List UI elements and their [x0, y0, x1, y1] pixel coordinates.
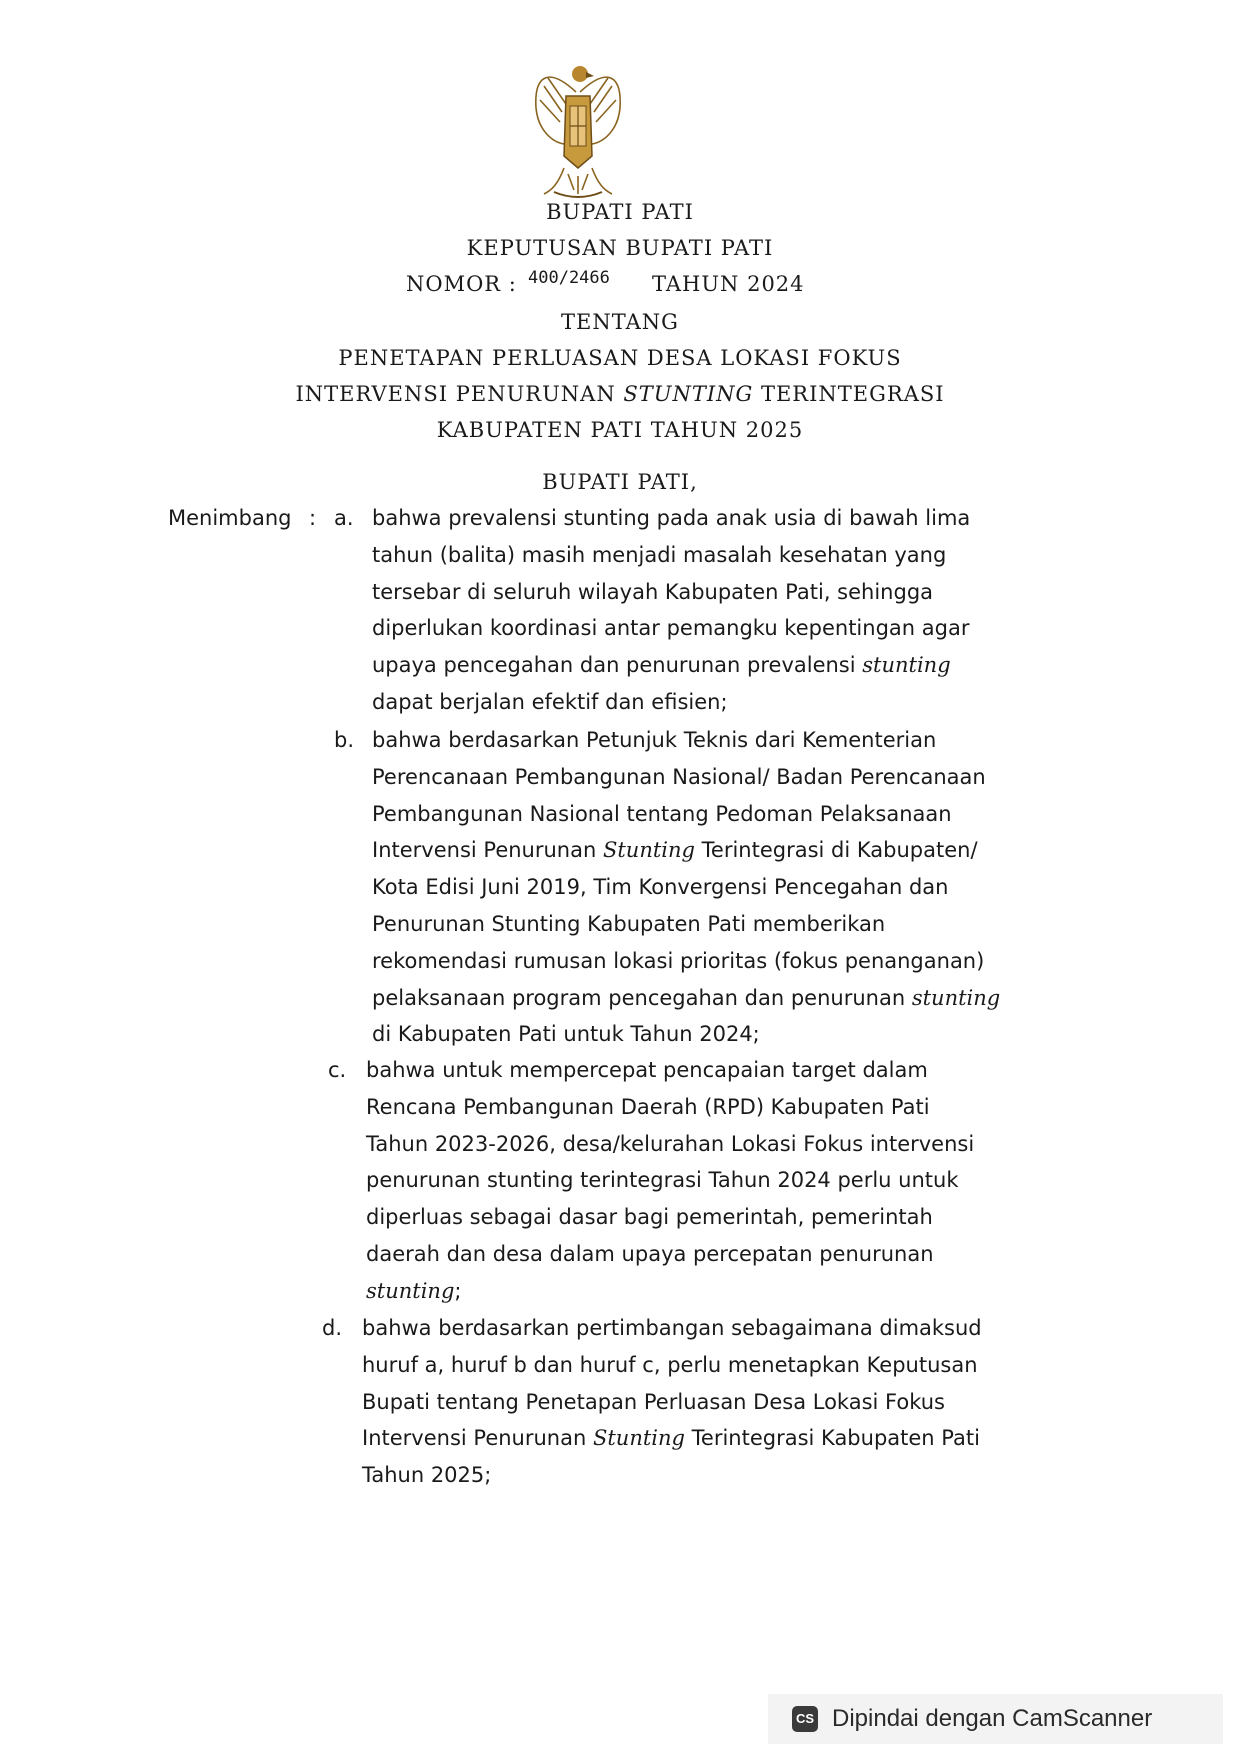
item-b-line: rekomendasi rumusan lokasi prioritas (fokus penanganan) [372, 948, 985, 973]
consideration-item-b [372, 722, 1012, 1053]
item-a-line: upaya pencegahan dan penurunan prevalensi stunting [372, 653, 951, 678]
subject-line-3: KABUPATEN PATI TAHUN 2025 [436, 418, 804, 442]
item-d-line: Bupati tentang Penetapan Perluasan Desa Lokasi Fokus [362, 1389, 945, 1414]
item-b-line: Intervensi Penurunan Stunting Terintegrasi di Kabupaten/ [372, 838, 978, 863]
item-b-line: pelaksanaan program pencegahan dan penurunan stunting [372, 985, 1001, 1010]
item-a-line: tersebar di seluruh wilayah Kabupaten Pati, sehingga [372, 579, 934, 604]
item-b-letter: b. [334, 728, 355, 752]
item-a-line: diperlukan koordinasi antar pemangku kepentingan agar [372, 616, 970, 641]
item-d-line: Tahun 2025; [362, 1463, 492, 1488]
item-c-line: diperluas sebagai dasar bagi pemerintah, pemerintah [366, 1205, 933, 1230]
subject-line-1: PENETAPAN PERLUASAN DESA LOKASI FOKUS [338, 346, 902, 370]
menimbang-colon: : [309, 506, 317, 530]
item-c-line: stunting; [366, 1278, 462, 1303]
tentang-heading: TENTANG [561, 310, 679, 334]
item-c-line: Rencana Pembangunan Daerah (RPD) Kabupaten Pati [366, 1094, 930, 1119]
item-d-line: bahwa berdasarkan pertimbangan sebagaimana dimaksud [362, 1316, 982, 1340]
camscanner-label: Dipindai dengan CamScanner [832, 1705, 1153, 1732]
item-a-line: bahwa prevalensi stunting pada anak usia di bawah lima [372, 506, 971, 530]
item-a-line: dapat berjalan efektif dan efisien; [372, 689, 728, 714]
decree-title: KEPUTUSAN BUPATI PATI [466, 236, 774, 260]
decree-number-line [0, 268, 1240, 302]
subject-line-2: INTERVENSI PENURUNAN STUNTING TERINTEGRASI [295, 382, 945, 406]
nomor-label: NOMOR : [406, 272, 517, 296]
item-b-line: di Kabupaten Pati untuk Tahun 2024; [372, 1022, 760, 1047]
camscanner-logo-icon: CS [792, 1706, 818, 1732]
decree-year: TAHUN 2024 [652, 272, 805, 296]
item-b-line: bahwa berdasarkan Petunjuk Teknis dari Kementerian [372, 728, 937, 752]
item-c-line: bahwa untuk mempercepat pencapaian target dalam [366, 1058, 928, 1082]
item-a-line: tahun (balita) masih menjadi masalah kesehatan yang [372, 542, 947, 567]
menimbang-label: Menimbang [168, 506, 292, 530]
item-b-line: Penurunan Stunting Kabupaten Pati memberikan [372, 911, 886, 936]
consideration-item-c [366, 1052, 1012, 1310]
issuer-heading: BUPATI PATI [546, 200, 694, 224]
item-d-line: huruf a, huruf b dan huruf c, perlu menetapkan Keputusan [362, 1352, 978, 1377]
item-b-line: Perencanaan Pembangunan Nasional/ Badan Perencanaan [372, 764, 986, 789]
item-d-letter: d. [322, 1316, 343, 1340]
decree-number: 400/2466 [528, 268, 610, 288]
item-b-line: Kota Edisi Juni 2019, Tim Konvergensi Pencegahan dan [372, 875, 949, 900]
item-c-letter: c. [328, 1058, 347, 1082]
item-c-line: penurunan stunting terintegrasi Tahun 2024 perlu untuk [366, 1168, 959, 1193]
consideration-item-a [372, 500, 1012, 721]
consideration-item-d [362, 1310, 1012, 1494]
garuda-emblem-icon [528, 56, 628, 202]
item-c-line: daerah dan desa dalam upaya percepatan penurunan [366, 1241, 934, 1266]
camscanner-watermark [768, 1694, 1223, 1744]
item-d-line: Intervensi Penurunan Stunting Terintegrasi Kabupaten Pati [362, 1426, 980, 1451]
item-b-line: Pembangunan Nasional tentang Pedoman Pelaksanaan [372, 801, 952, 826]
salutation: BUPATI PATI, [542, 470, 698, 494]
item-c-line: Tahun 2023-2026, desa/kelurahan Lokasi Fokus intervensi [366, 1131, 975, 1156]
item-a-letter: a. [334, 506, 354, 530]
